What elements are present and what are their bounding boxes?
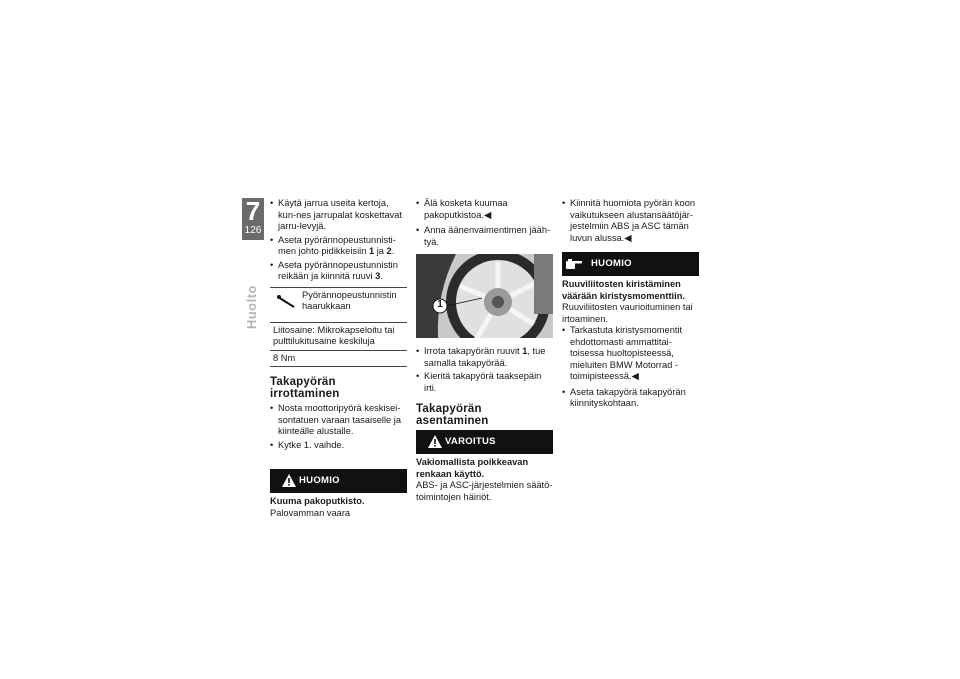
list-item: • Älä kosketa kuumaa pakoputkistoa.◀: [416, 198, 553, 221]
warning-icon: [282, 474, 296, 487]
torque-spec-table: [270, 287, 407, 368]
list-item: • Aseta takapyörä takapyörän kiinnityskohtaan.: [562, 387, 699, 410]
spec-row-torque: 8 Nm: [270, 351, 407, 368]
wheel-illustration: [416, 254, 553, 338]
list-item: • Aseta pyörännopeustunnisti-men johto pidikkeisiin 1 ja 2.: [270, 235, 407, 258]
notice-text: Palovamman vaara: [270, 507, 351, 518]
list-item: • Nosta moottoripyörä keskisei-sontatuen varaan tasaiselle ja kiinteälle alustalle.: [270, 403, 407, 438]
list-item: • Kieritä takapyörä taaksepäin irti.: [416, 371, 553, 394]
notice-text: Ruuviliitosten vaurioituminen tai irtoaminen.: [562, 302, 693, 324]
chapter-number: 7: [245, 196, 261, 226]
list-item: • Käytä jarrua useita kertoja, kun-nes jarrupalat koskettavat jarru-levyjä.: [270, 198, 407, 233]
pointing-hand-icon: [565, 258, 583, 270]
wrench-icon: [276, 294, 298, 310]
chapter-badge: [242, 198, 264, 240]
spec-row-compound: Liitosaine: Mikrokapseloitu tai pulttilukitusaine keskiluja: [270, 323, 407, 351]
list-item: • Anna äänenvaimentimen jääh-tyä.: [416, 225, 553, 248]
spec-header: [270, 288, 407, 323]
column-2: [416, 198, 553, 503]
column-3: [562, 198, 699, 412]
list-item: • Irrota takapyörän ruuvit 1, tue samalla takapyörää.: [416, 346, 553, 369]
column-1: [270, 198, 407, 519]
photo-callout-1: 1: [437, 299, 443, 310]
rear-wheel-photo: [416, 254, 553, 338]
section-heading: Takapyörän asentaminen: [416, 403, 489, 427]
warning-icon: [428, 435, 442, 448]
warning-text: ABS- ja ASC-järjestelmien säätö-toimintojen häiriöt.: [416, 480, 553, 502]
warning-title: Vakiomallista poikkeavan renkaan käyttö.: [416, 457, 529, 479]
list-item: • Kiinnitä huomiota pyörän koon vaikutukseen alustansäätöjär-jestelmiin ABS ja ASC tämän luvun alussa.◀: [562, 198, 699, 244]
list-item: • Kytke 1. vaihde.: [270, 440, 407, 452]
spec-title: Pyörännopeustunnistin haarukkaan: [302, 289, 397, 311]
list-item: • Aseta pyörännopeustunnistin reikään ja kiinnitä ruuvi 3.: [270, 260, 407, 283]
page-number: 126: [244, 225, 262, 236]
section-side-label: Huolto: [244, 285, 259, 330]
notice-banner: [270, 469, 407, 493]
list-item: • Tarkastuta kiristysmomentit ehdottomasti ammattitai-toisessa huoltopisteessä, mieluiten BMW Motorrad -toimipisteessä.◀: [562, 325, 699, 383]
notice-title: Kuuma pakoputkisto.: [270, 496, 365, 506]
warning-banner: [416, 430, 553, 454]
notice-label: HUOMIO: [591, 258, 632, 269]
warning-label: VAROITUS: [445, 436, 496, 447]
section-heading: Takapyörän irrottaminen: [270, 376, 340, 400]
notice-title: Ruuviliitosten kiristäminen väärään kiristysmomenttiin.: [562, 279, 685, 301]
notice-banner: [562, 252, 699, 276]
notice-label: HUOMIO: [299, 475, 340, 486]
